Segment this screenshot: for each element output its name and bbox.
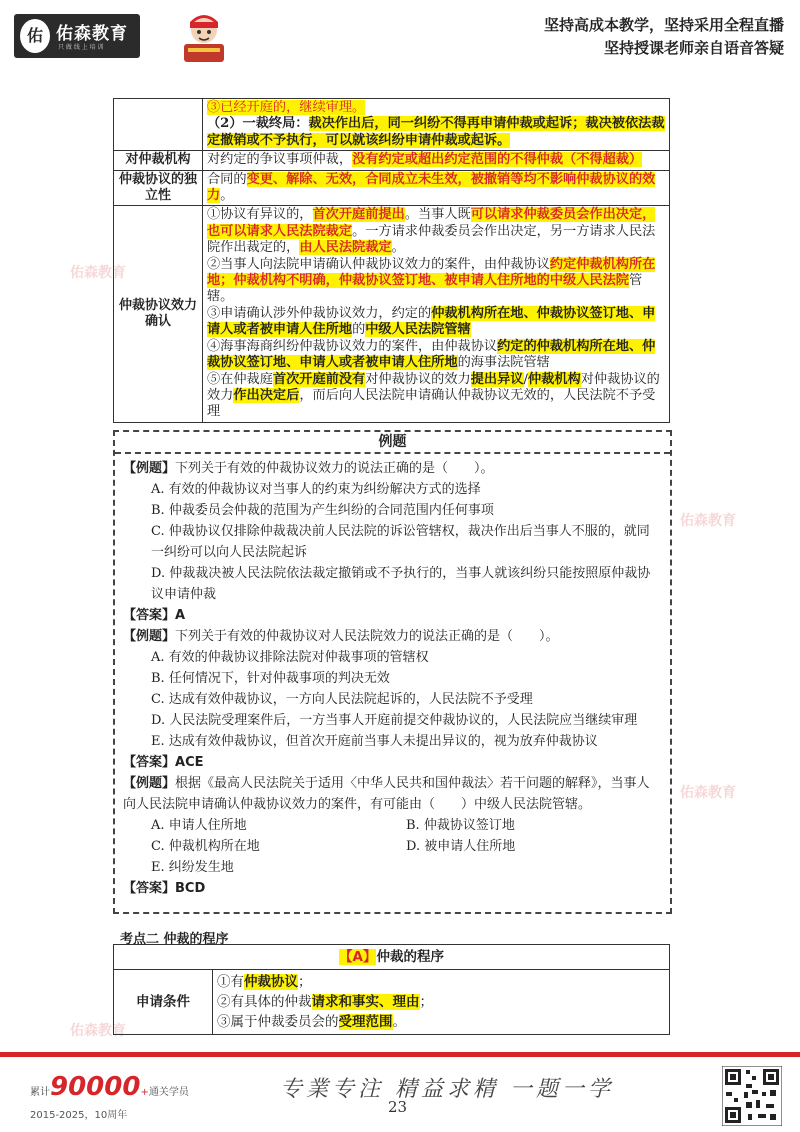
question-text: 根据《最高人民法院关于适用〈中华人民共和国仲裁法〉若干问题的解释》，当事人向人民法院申请确认仲裁协议效力的案件，有可能由（ ）中级人民法院管辖。: [123, 776, 650, 812]
text-span: 提出异议: [470, 371, 524, 387]
question-tag: 【例题】: [123, 461, 176, 476]
text-span: 对仲裁协议的效力: [207, 371, 660, 403]
text-span: 约定仲裁机构所在地；仲裁机构不明确，仲裁协议签订地、被申请人住所地的中级人民法院: [207, 256, 656, 289]
table-header: [114, 945, 670, 970]
qr-code-icon: [722, 1066, 782, 1126]
answer-value: ACE: [175, 755, 204, 770]
text-span: ②当事人向法院申请确认仲裁协议效力的案件，由仲裁协议: [207, 256, 550, 272]
text-span: ①有: [217, 974, 244, 990]
option-row: [123, 836, 662, 857]
table-row: [114, 970, 670, 1035]
text-span: 中级人民法院管辖: [365, 322, 471, 338]
footer-divider: [0, 1052, 800, 1057]
logo-mark-icon: 佑: [20, 19, 50, 53]
row-label: 申请条件: [114, 970, 213, 1035]
text-span: 没有约定或超出约定范围的不得仲裁（不得超裁）: [352, 152, 643, 168]
text-span: 的海事法院管辖: [457, 355, 550, 371]
option: D. 仲裁裁决被人民法院依法裁定撤销或不予执行的，当事人就该纠纷只能按照原仲裁协议申请仲裁: [151, 566, 651, 602]
level-tag: 【A】: [339, 949, 377, 965]
row-content: [203, 206, 670, 422]
table-row: [114, 99, 670, 151]
row-label: 仲裁协议效力确认: [114, 206, 203, 422]
text-span: 。一方请求仲裁委员会作出决定，另一方请求人民法院作出裁定的，: [207, 223, 656, 256]
text-span: 。: [220, 188, 234, 204]
text-span: 仲裁协议: [244, 974, 298, 990]
procedure-table: [113, 944, 670, 1035]
example-title: 例题: [115, 432, 670, 454]
option: B. 任何情况下，针对仲裁事项的判决无效: [151, 671, 390, 686]
option: B. 仲裁协议签订地: [406, 818, 515, 833]
text-span: 由人民法院裁定: [299, 240, 392, 256]
row-content: [213, 970, 670, 1035]
count-plus: +: [140, 1087, 149, 1098]
option: E. 达成有效仲裁协议，但首次开庭前当事人未提出异议的，视为放弃仲裁协议: [151, 734, 598, 749]
question-text: 下列关于有效的仲裁协议效力的说法正确的是（ ）。: [175, 461, 494, 476]
row-content: [203, 151, 670, 170]
footer-motto: 专業专注 精益求精 一题一学: [280, 1077, 614, 1102]
footer-years: 2015-2025，10周年: [30, 1110, 128, 1121]
option: B. 仲裁委员会仲裁的范围为产生纠纷的合同范围内任何事项: [151, 503, 494, 518]
text-span: ，而后向人民法院申请确认仲裁协议无效的，人民法院不予受理: [207, 387, 656, 420]
option: D. 人民法院受理案件后，一方当事人开庭前提交仲裁协议的，人民法院应当继续审理: [151, 713, 638, 728]
logo-text: 佑森教育: [56, 24, 128, 44]
text-span: ；: [298, 974, 312, 990]
question-tag: 【例题】: [123, 776, 176, 791]
table-row: [114, 206, 670, 422]
question-tag: 【例题】: [123, 629, 176, 644]
question-stem: [123, 773, 662, 815]
slogan-line-2: 坚持授课老师亲自语音答疑: [603, 39, 784, 57]
watermark: 佑森教育: [680, 785, 736, 801]
count-prefix: 累计: [30, 1087, 50, 1098]
text-span: 对仲裁协议的效力: [365, 371, 471, 387]
count-number: 90000: [50, 1072, 141, 1102]
brand-logo: [14, 14, 140, 58]
option: A. 有效的仲裁协议排除法院对仲裁事项的管辖权: [151, 650, 429, 665]
option: D. 被申请人住所地: [406, 839, 516, 854]
watermark: 佑森教育: [680, 513, 736, 529]
table-row: [114, 170, 670, 206]
answer-tag: 【答案】: [123, 755, 176, 770]
text-span: 可以请求仲裁委员会作出决定，也可以请求人民法院裁定: [207, 207, 656, 239]
answer-tag: 【答案】: [123, 608, 176, 623]
text-span: ②有具体的仲裁: [217, 994, 312, 1010]
answer-line: [123, 752, 662, 773]
section-title: 考点二 仲裁的程序: [120, 932, 229, 947]
option: C. 仲裁机构所在地: [151, 839, 260, 854]
text-span: 裁决作出后，同一纠纷不得再申请仲裁或起诉；裁决被依法裁定撤销或不予执行，可以就该纠纷申请仲裁或起诉。: [207, 116, 665, 148]
watermark: 佑森教育: [70, 1023, 126, 1039]
text-span: 请求和事实、理由: [311, 994, 420, 1010]
question-stem: [123, 458, 662, 479]
slogan-line-1: 坚持高成本教学，坚持采用全程直播: [543, 16, 784, 34]
text-span: ⑤在仲裁庭: [207, 371, 273, 387]
table-row: [114, 151, 670, 170]
text-span: 。当事人既: [404, 207, 471, 223]
option: C. 达成有效仲裁协议，一方向人民法院起诉的，人民法院不予受理: [151, 692, 533, 707]
text-span: 。: [392, 1014, 406, 1030]
answer-line: [123, 878, 662, 899]
option: C. 仲裁协议仅排除仲裁裁决前人民法院的诉讼管辖权，裁决作出后当事人不服的，就同一纠纷可以向人民法院起诉: [151, 524, 650, 560]
watermark: 佑森教育: [70, 265, 126, 281]
page-header: [0, 0, 800, 82]
text-span: 变更、解除、无效，合同成立未生效，被撤销等均不影响仲裁协议的效力: [207, 171, 656, 204]
answer-tag: 【答案】: [123, 881, 176, 896]
example-box: [113, 430, 672, 914]
row-label: 对仲裁机构: [114, 151, 203, 170]
text-span: 约定的仲裁机构所在地、仲裁协议签订地、申请人或者被申请人住所地: [207, 338, 656, 371]
text-span: 管辖。: [207, 273, 643, 305]
text-span: 的: [352, 322, 366, 338]
text-span: 受理范围: [338, 1014, 393, 1030]
row-label-empty: [114, 99, 203, 151]
text-span: 首次开庭前没有: [272, 371, 366, 387]
knowledge-table: [113, 98, 670, 423]
question-stem: [123, 626, 662, 647]
text-span: 合同的: [207, 171, 247, 187]
text-span: 首次开庭前提出: [312, 207, 405, 223]
table-row: [114, 945, 670, 970]
text-span: ①协议有异议的，: [207, 207, 313, 223]
row-content: [203, 99, 670, 151]
answer-value: BCD: [175, 881, 206, 896]
text-span: （2）一裁终局：: [207, 116, 309, 132]
option: A. 有效的仲裁协议对当事人的约束为纠纷解决方式的选择: [151, 482, 481, 497]
count-suffix: 通关学员: [148, 1087, 189, 1098]
text-span: ③申请确认涉外仲裁协议效力，约定的: [207, 305, 432, 321]
text-span: 仲裁机构所在地、仲裁协议签订地、申请人或者被申请人住所地: [207, 305, 656, 338]
text-span: /: [523, 371, 528, 387]
row-label: 仲裁协议的独立性: [114, 170, 203, 206]
mascot-icon: [176, 8, 232, 66]
option: A. 申请人住所地: [151, 818, 247, 833]
text-span: 仲裁机构: [527, 371, 581, 387]
text-span: 对约定的争议事项仲裁，: [207, 152, 353, 168]
example-body: [115, 454, 670, 899]
table-header-title: 仲裁的程序: [376, 949, 444, 965]
option-row: [123, 815, 662, 836]
row-content: [203, 170, 670, 206]
student-count: [30, 1072, 189, 1102]
text-span: 作出决定后: [233, 387, 300, 403]
text-span: ③属于仲裁委员会的: [217, 1014, 339, 1030]
text-span: ③已经开庭的，继续审理。: [207, 100, 366, 115]
answer-value: A: [175, 608, 186, 623]
answer-line: [123, 605, 662, 626]
logo-subtitle: 只 做 线 上 培 训: [58, 44, 104, 51]
question-text: 下列关于有效的仲裁协议对人民法院效力的说法正确的是（ ）。: [175, 629, 559, 644]
option: E. 纠纷发生地: [151, 860, 234, 875]
text-span: ；: [419, 994, 433, 1010]
text-span: ④海事海商纠纷仲裁协议效力的案件，由仲裁协议: [207, 338, 498, 354]
text-span: 。: [391, 240, 405, 256]
page-number: 23: [388, 1098, 408, 1116]
